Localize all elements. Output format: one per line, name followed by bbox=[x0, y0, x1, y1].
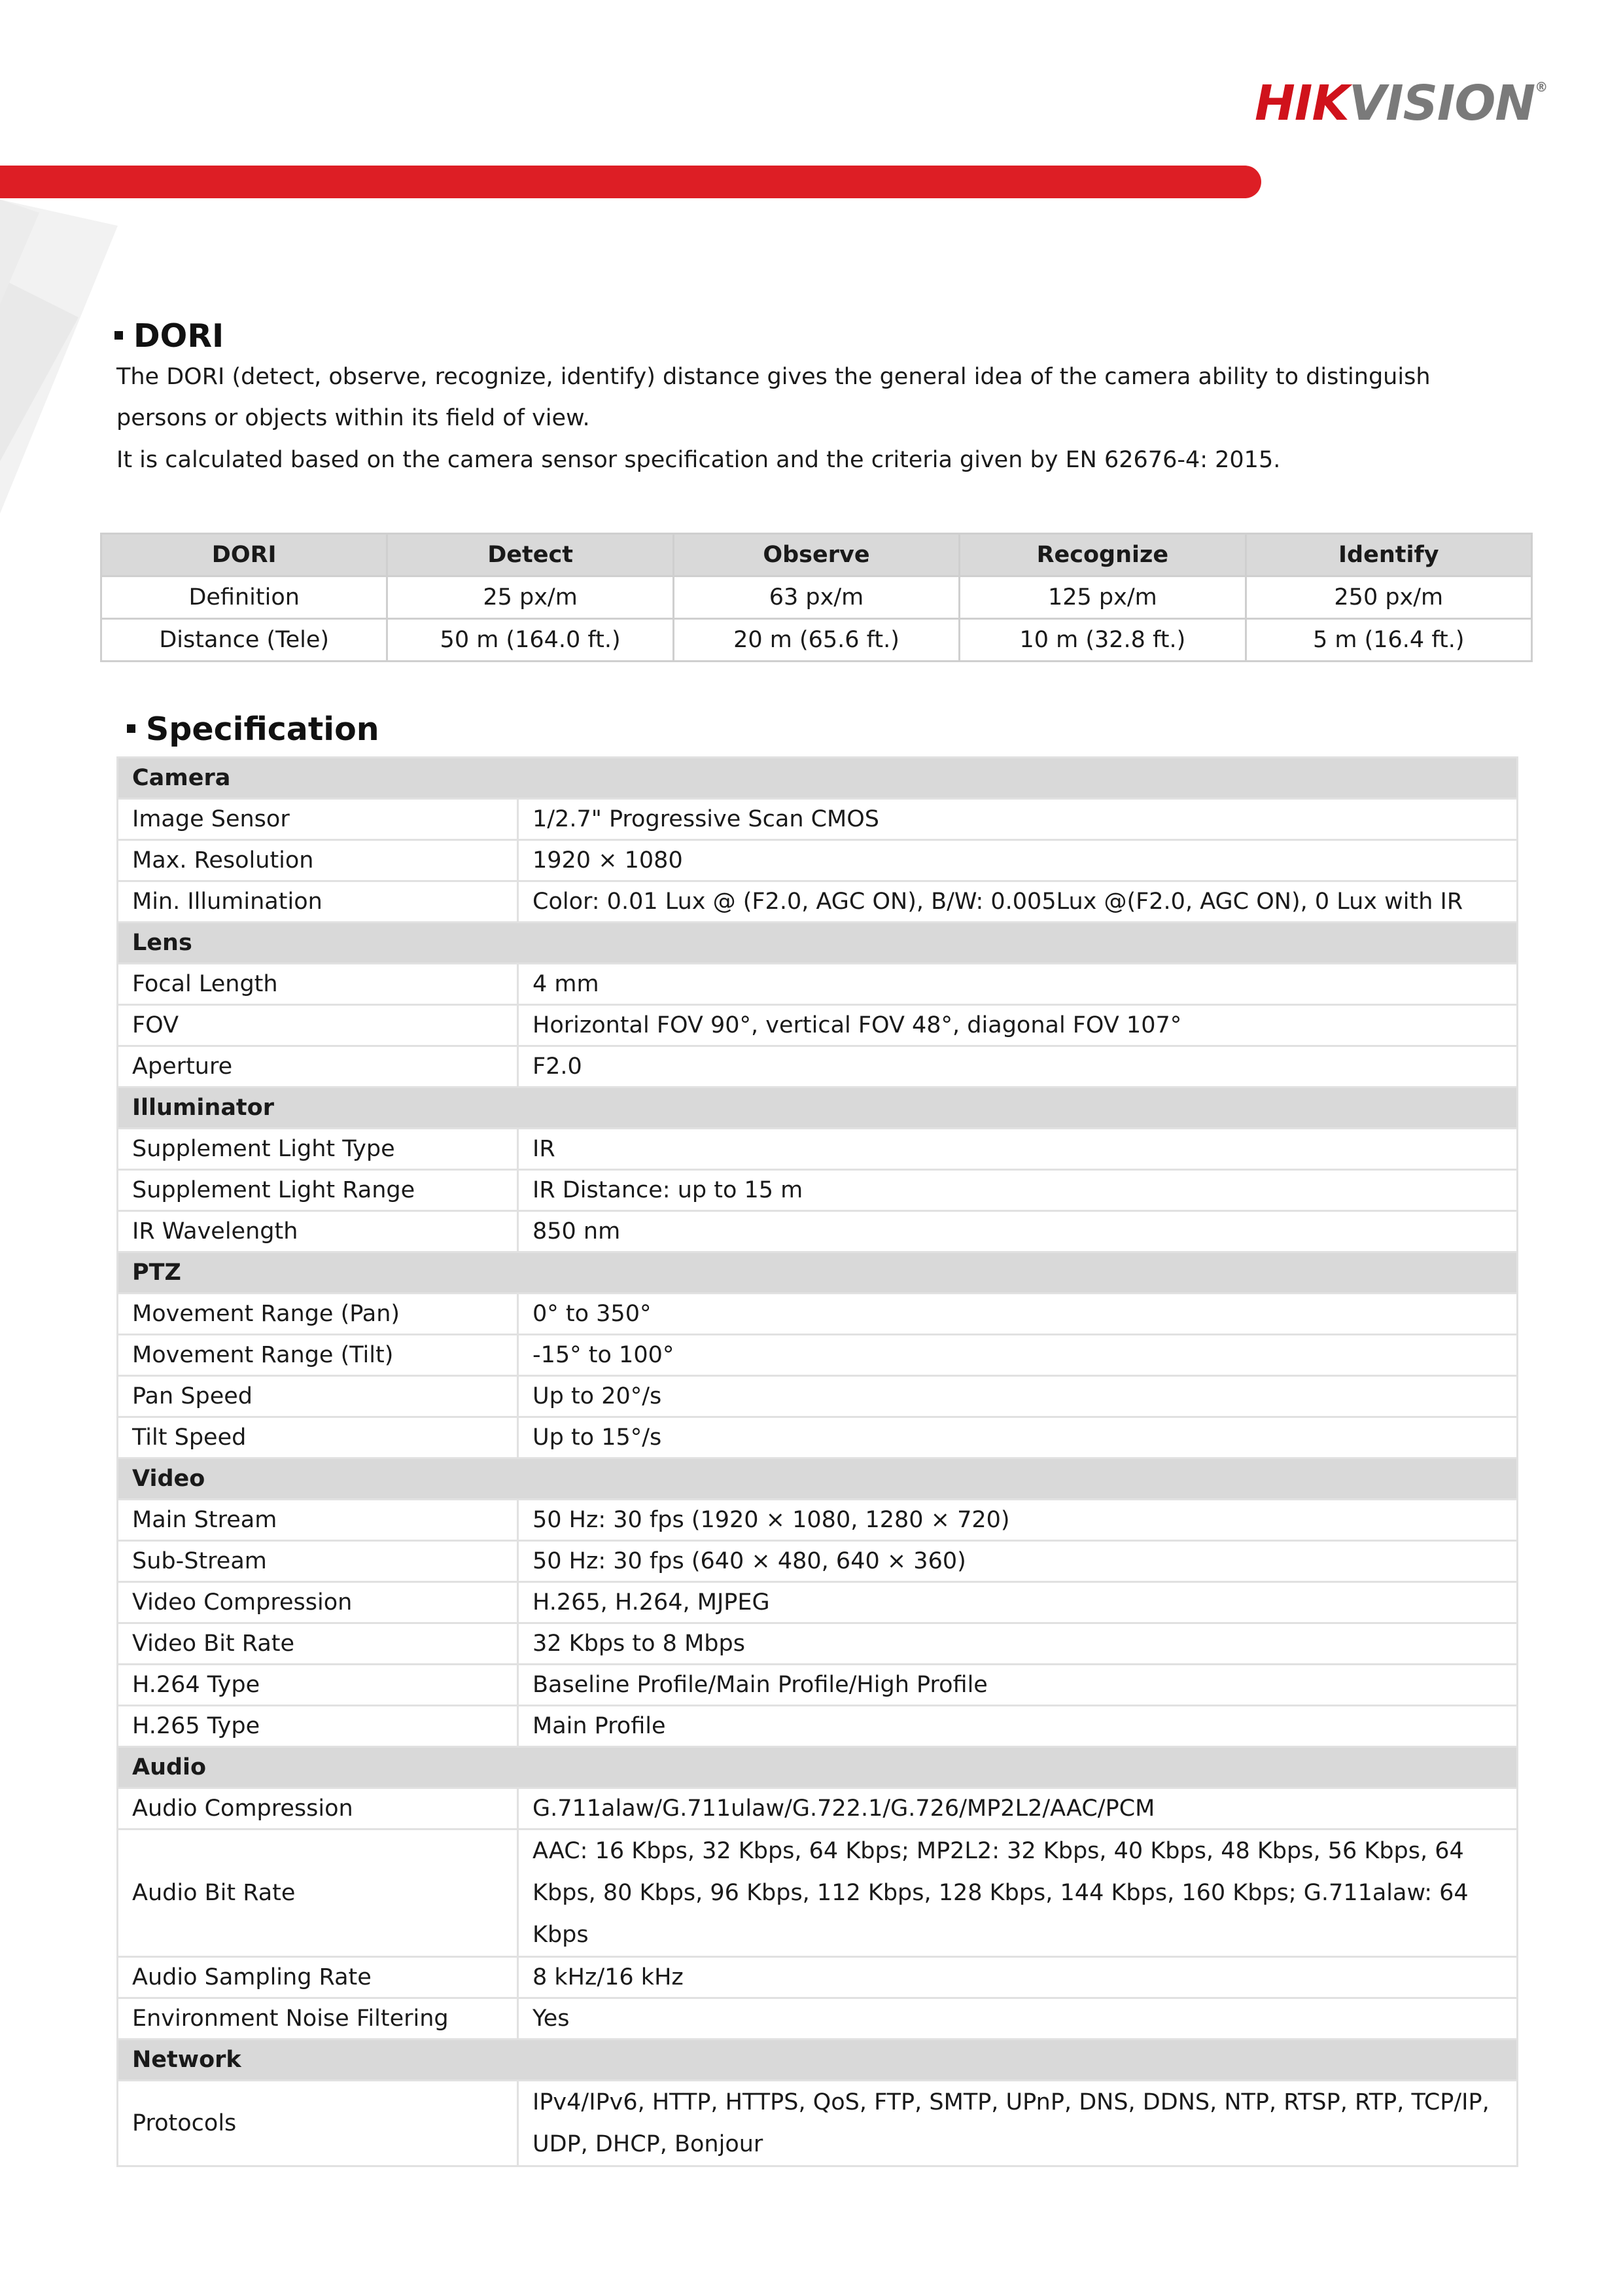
spec-row bbox=[118, 1665, 1518, 1706]
decorative-watermark bbox=[0, 200, 131, 527]
bullet-icon bbox=[127, 724, 135, 733]
dori-row-definition bbox=[101, 576, 1532, 619]
spec-label: Pan Speed bbox=[118, 1376, 518, 1417]
spec-row bbox=[118, 799, 1518, 840]
spec-label: Movement Range (Tilt) bbox=[118, 1335, 518, 1376]
spec-row bbox=[118, 1211, 1518, 1252]
spec-row bbox=[118, 1005, 1518, 1046]
spec-group-header: Video bbox=[118, 1458, 1518, 1500]
spec-label: IR Wavelength bbox=[118, 1211, 518, 1252]
spec-label: H.265 Type bbox=[118, 1706, 518, 1747]
spec-value: G.711alaw/G.711ulaw/G.722.1/G.726/MP2L2/AAC/PCM bbox=[518, 1788, 1518, 1829]
spec-row bbox=[118, 1829, 1518, 1957]
spec-row bbox=[118, 881, 1518, 923]
dori-cell: Definition bbox=[101, 576, 387, 619]
spec-value: 50 Hz: 30 fps (1920 × 1080, 1280 × 720) bbox=[518, 1500, 1518, 1541]
bullet-icon bbox=[114, 331, 123, 340]
dori-header-cell: Observe bbox=[673, 534, 959, 576]
spec-row bbox=[118, 1788, 1518, 1829]
spec-value: IR bbox=[518, 1129, 1518, 1170]
spec-group-illuminator bbox=[118, 1087, 1518, 1129]
spec-section-title bbox=[127, 710, 379, 749]
spec-label: Max. Resolution bbox=[118, 840, 518, 881]
dori-cell: 50 m (164.0 ft.) bbox=[387, 619, 673, 662]
spec-value: F2.0 bbox=[518, 1046, 1518, 1087]
spec-value: 4 mm bbox=[518, 964, 1518, 1005]
spec-value: IPv4/IPv6, HTTP, HTTPS, QoS, FTP, SMTP, UPnP, DNS, DDNS, NTP, RTSP, RTP, TCP/IP, UDP, DHCP, Bonjour bbox=[518, 2081, 1518, 2166]
dori-cell: 250 px/m bbox=[1246, 576, 1531, 619]
spec-label: Image Sensor bbox=[118, 799, 518, 840]
spec-label: Movement Range (Pan) bbox=[118, 1294, 518, 1335]
spec-title-text: Specification bbox=[146, 711, 379, 748]
spec-group-video bbox=[118, 1458, 1518, 1500]
dori-cell: 20 m (65.6 ft.) bbox=[673, 619, 959, 662]
dori-cell: Distance (Tele) bbox=[101, 619, 387, 662]
spec-value: 1/2.7" Progressive Scan CMOS bbox=[518, 799, 1518, 840]
dori-section-title bbox=[114, 317, 224, 356]
spec-group-header: Illuminator bbox=[118, 1087, 1518, 1129]
dori-header-cell: Identify bbox=[1246, 534, 1531, 576]
spec-group-header: Audio bbox=[118, 1747, 1518, 1788]
spec-row bbox=[118, 1129, 1518, 1170]
spec-group-lens bbox=[118, 923, 1518, 964]
dori-table bbox=[100, 533, 1533, 662]
dori-cell: 10 m (32.8 ft.) bbox=[960, 619, 1246, 662]
logo-registered: ® bbox=[1535, 79, 1548, 95]
spec-row bbox=[118, 2081, 1518, 2166]
spec-row bbox=[118, 1294, 1518, 1335]
spec-value: 32 Kbps to 8 Mbps bbox=[518, 1623, 1518, 1665]
spec-table bbox=[116, 756, 1518, 2167]
spec-value: Yes bbox=[518, 1998, 1518, 2040]
dori-header-cell: Detect bbox=[387, 534, 673, 576]
dori-title-text: DORI bbox=[133, 317, 224, 355]
spec-row bbox=[118, 840, 1518, 881]
spec-label: Supplement Light Range bbox=[118, 1170, 518, 1211]
dori-row-distance bbox=[101, 619, 1532, 662]
spec-label: Protocols bbox=[118, 2081, 518, 2166]
spec-row bbox=[118, 1376, 1518, 1417]
dori-header-cell: DORI bbox=[101, 534, 387, 576]
spec-value: Up to 15°/s bbox=[518, 1417, 1518, 1458]
spec-value: -15° to 100° bbox=[518, 1335, 1518, 1376]
logo-hik: HIK bbox=[1255, 75, 1349, 132]
spec-label: Audio Bit Rate bbox=[118, 1829, 518, 1957]
dori-criteria-note: It is calculated based on the camera sensor specification and the criteria given by EN 62676-4: 2015. bbox=[116, 447, 1281, 473]
spec-label: Aperture bbox=[118, 1046, 518, 1087]
spec-value: 1920 × 1080 bbox=[518, 840, 1518, 881]
dori-cell: 63 px/m bbox=[673, 576, 959, 619]
spec-value: 850 nm bbox=[518, 1211, 1518, 1252]
dori-header-cell: Recognize bbox=[960, 534, 1246, 576]
spec-group-network bbox=[118, 2040, 1518, 2081]
spec-row bbox=[118, 1046, 1518, 1087]
spec-label: Audio Compression bbox=[118, 1788, 518, 1829]
spec-label: Video Bit Rate bbox=[118, 1623, 518, 1665]
spec-label: H.264 Type bbox=[118, 1665, 518, 1706]
spec-group-camera bbox=[118, 758, 1518, 799]
spec-row bbox=[118, 1335, 1518, 1376]
spec-value: 8 kHz/16 kHz bbox=[518, 1957, 1518, 1998]
spec-group-header: Camera bbox=[118, 758, 1518, 799]
header-red-bar bbox=[0, 166, 1261, 198]
spec-label: Main Stream bbox=[118, 1500, 518, 1541]
spec-row bbox=[118, 1541, 1518, 1582]
spec-label: Supplement Light Type bbox=[118, 1129, 518, 1170]
spec-value: IR Distance: up to 15 m bbox=[518, 1170, 1518, 1211]
spec-row bbox=[118, 1957, 1518, 1998]
spec-value: 50 Hz: 30 fps (640 × 480, 640 × 360) bbox=[518, 1541, 1518, 1582]
spec-group-ptz bbox=[118, 1252, 1518, 1294]
spec-value: H.265, H.264, MJPEG bbox=[518, 1582, 1518, 1623]
spec-label: Video Compression bbox=[118, 1582, 518, 1623]
spec-row bbox=[118, 1417, 1518, 1458]
spec-row bbox=[118, 1582, 1518, 1623]
spec-label: FOV bbox=[118, 1005, 518, 1046]
spec-value: Horizontal FOV 90°, vertical FOV 48°, diagonal FOV 107° bbox=[518, 1005, 1518, 1046]
logo-vision: VISION bbox=[1348, 75, 1535, 132]
spec-row bbox=[118, 1706, 1518, 1747]
spec-group-audio bbox=[118, 1747, 1518, 1788]
spec-label: Sub-Stream bbox=[118, 1541, 518, 1582]
spec-group-header: PTZ bbox=[118, 1252, 1518, 1294]
spec-value: 0° to 350° bbox=[518, 1294, 1518, 1335]
spec-label: Audio Sampling Rate bbox=[118, 1957, 518, 1998]
spec-row bbox=[118, 1170, 1518, 1211]
spec-label: Tilt Speed bbox=[118, 1417, 518, 1458]
spec-value: Main Profile bbox=[518, 1706, 1518, 1747]
dori-cell: 125 px/m bbox=[960, 576, 1246, 619]
dori-header-row bbox=[101, 534, 1532, 576]
spec-value: Baseline Profile/Main Profile/High Profile bbox=[518, 1665, 1518, 1706]
spec-row bbox=[118, 1500, 1518, 1541]
spec-value: AAC: 16 Kbps, 32 Kbps, 64 Kbps; MP2L2: 32 Kbps, 40 Kbps, 48 Kbps, 56 Kbps, 64 Kbps, 80 Kbps, 96 Kbps, 112 Kbps, 128 Kbps, 144 Kbps, 160 Kbps; G.711alaw: 64 Kbps bbox=[518, 1829, 1518, 1957]
spec-value: Color: 0.01 Lux @ (F2.0, AGC ON), B/W: 0.005Lux @(F2.0, AGC ON), 0 Lux with IR bbox=[518, 881, 1518, 923]
spec-row bbox=[118, 1998, 1518, 2040]
spec-row bbox=[118, 964, 1518, 1005]
spec-row bbox=[118, 1623, 1518, 1665]
spec-group-header: Network bbox=[118, 2040, 1518, 2081]
spec-label: Environment Noise Filtering bbox=[118, 1998, 518, 2040]
dori-cell: 25 px/m bbox=[387, 576, 673, 619]
dori-cell: 5 m (16.4 ft.) bbox=[1246, 619, 1531, 662]
spec-group-header: Lens bbox=[118, 923, 1518, 964]
spec-label: Min. Illumination bbox=[118, 881, 518, 923]
hikvision-logo bbox=[1255, 77, 1556, 130]
spec-value: Up to 20°/s bbox=[518, 1376, 1518, 1417]
dori-description: The DORI (detect, observe, recognize, identify) distance gives the general idea of the camera ability to distinguish persons or objects within its field of view. bbox=[116, 364, 1431, 431]
spec-label: Focal Length bbox=[118, 964, 518, 1005]
